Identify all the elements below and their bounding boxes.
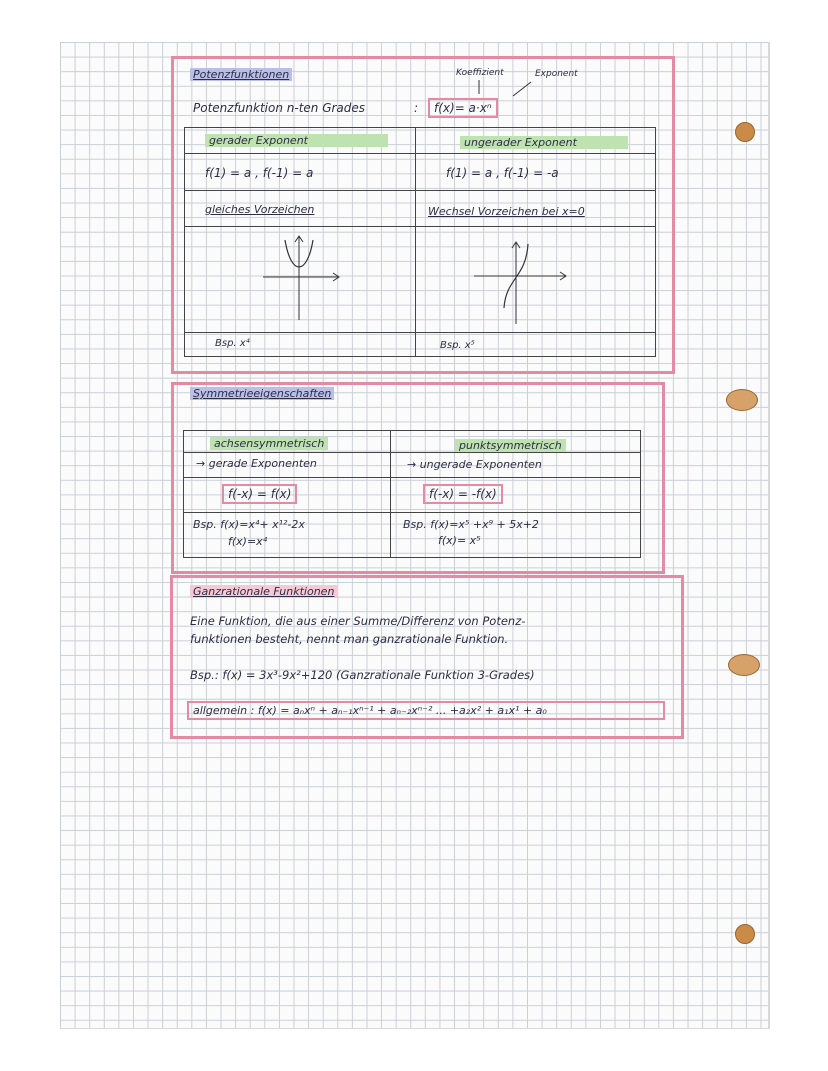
- punch-hole-3: [728, 654, 760, 676]
- punch-hole-4: [735, 924, 755, 944]
- odd-row1: f(1) = a , f(-1) = -a: [446, 166, 559, 180]
- point-formula: f(-x) = -f(x): [423, 484, 503, 504]
- odd-row2: Wechsel Vorzeichen bei x=0: [428, 205, 585, 218]
- general-form: allgemein : f(x) = aₙxⁿ + aₙ₋₁xⁿ⁻¹ + aₙ₋₂xⁿ⁻² ... +a₂x² + a₁x¹ + a₀: [187, 701, 665, 720]
- section2-title: Symmetrieeigenschaften: [190, 387, 334, 400]
- section1-title: Potenzfunktionen: [190, 68, 292, 81]
- parabola-graph: [255, 232, 345, 322]
- odd-exponent-header: ungerader Exponent: [460, 136, 628, 149]
- axis-example1: Bsp. f(x)=x⁴+ x¹²-2x: [193, 518, 305, 531]
- axis-example2: f(x)=x⁴: [228, 535, 268, 548]
- polynomial-example: Bsp.: f(x) = 3x³-9x²+120 (Ganzrationale Funktion 3-Grades): [190, 668, 535, 682]
- odd-example: Bsp. x⁵: [440, 340, 475, 351]
- power-formula: f(x)= a·xⁿ: [428, 98, 498, 118]
- punch-hole-1: [735, 122, 755, 142]
- even-row2: gleiches Vorzeichen: [205, 203, 315, 216]
- table-divider: [415, 127, 416, 357]
- axis-sub: → gerade Exponenten: [196, 457, 317, 470]
- arrow-icon: [475, 80, 535, 100]
- section3-title: Ganzrationale Funktionen: [190, 585, 337, 598]
- point-sub: → ungerade Exponenten: [407, 458, 542, 471]
- intro-text: Potenzfunktion n-ten Grades: [193, 101, 366, 115]
- definition-line1: Eine Funktion, die aus einer Summe/Differenz von Potenz-: [190, 614, 526, 628]
- point-example1: Bsp. f(x)=x⁵ +x⁹ + 5x+2: [403, 518, 539, 531]
- punch-hole-2: [726, 389, 758, 411]
- exponent-label: Exponent: [535, 69, 578, 79]
- even-exponent-header: gerader Exponent: [205, 134, 388, 147]
- axis-symmetric-header: achsensymmetrisch: [210, 437, 328, 450]
- intro-colon: :: [414, 101, 419, 115]
- point-example2: f(x)= x⁵: [438, 534, 481, 547]
- coefficient-label: Koeffizient: [456, 68, 504, 78]
- even-row1: f(1) = a , f(-1) = a: [205, 166, 314, 180]
- cubic-graph: [470, 238, 570, 328]
- axis-formula: f(-x) = f(x): [222, 484, 297, 504]
- even-example: Bsp. x⁴: [215, 338, 250, 349]
- point-symmetric-header: punktsymmetrisch: [455, 439, 566, 452]
- definition-line2: funktionen besteht, nennt man ganzrationale Funktion.: [190, 632, 509, 646]
